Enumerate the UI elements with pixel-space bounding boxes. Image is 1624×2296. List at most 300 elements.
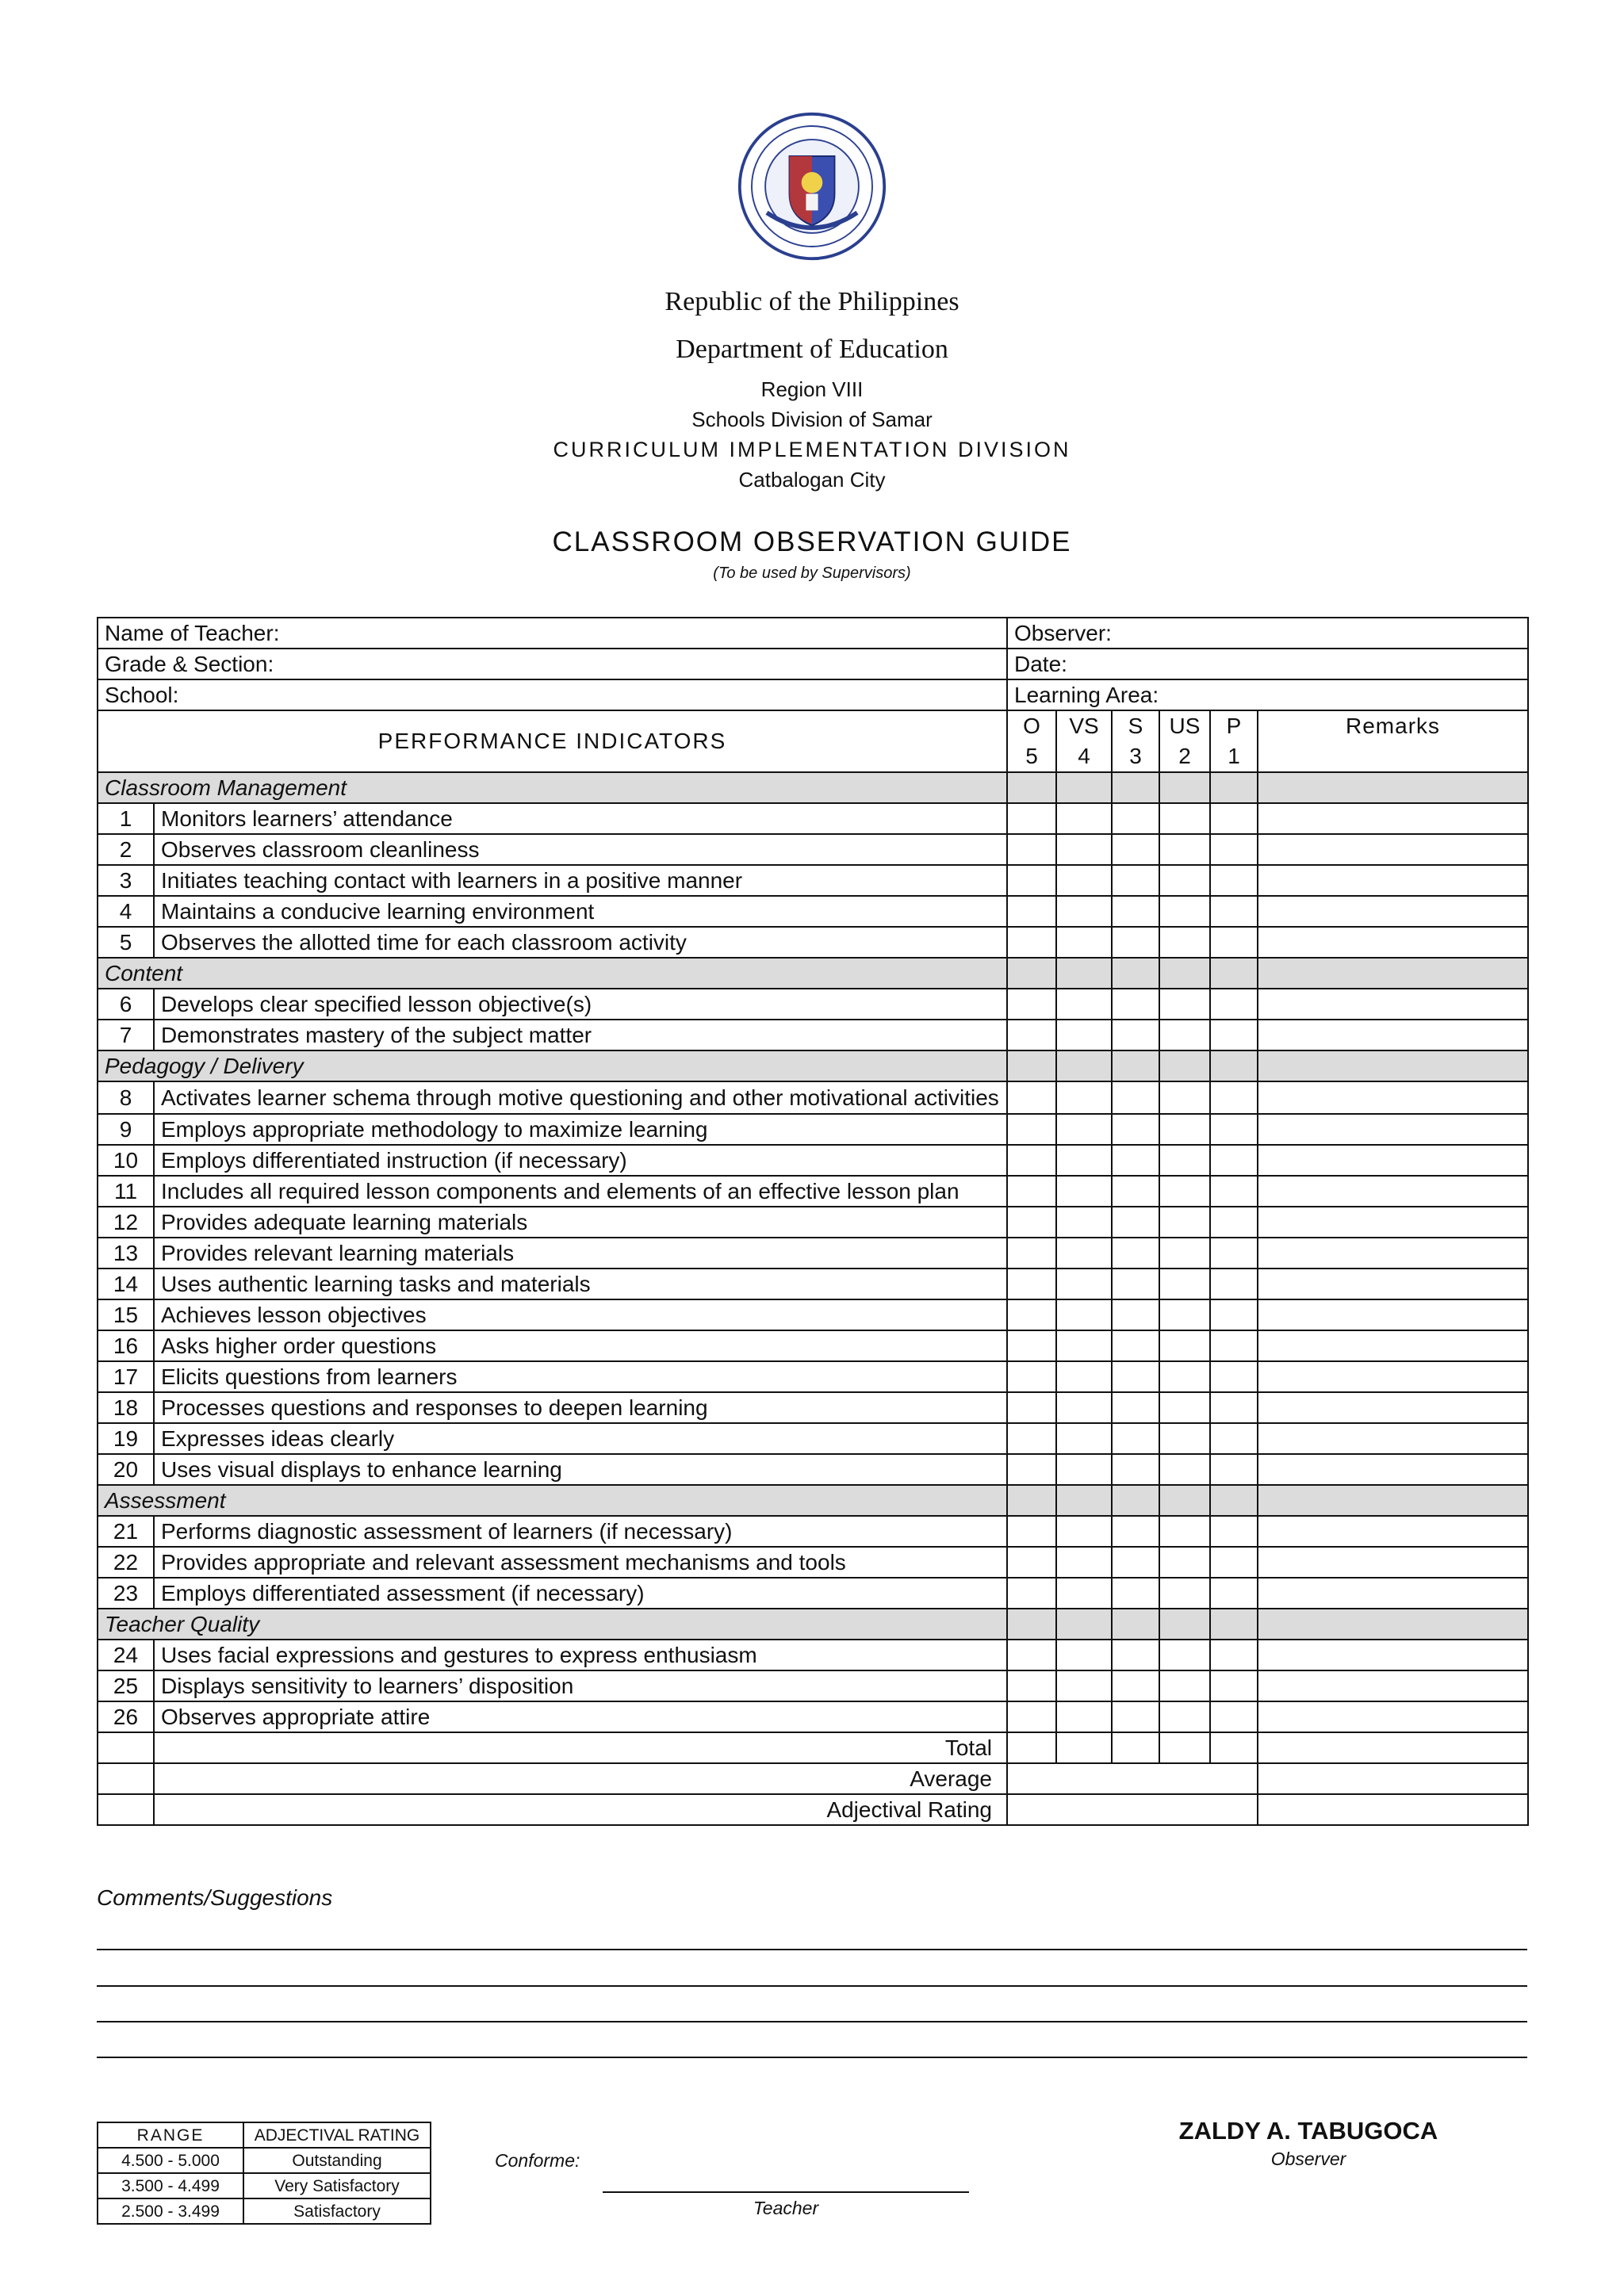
score-cell[interactable]: [1210, 989, 1258, 1020]
score-cell[interactable]: [1159, 1207, 1210, 1238]
scale-header-vs: [1056, 710, 1112, 772]
score-cell[interactable]: [1159, 803, 1210, 834]
remarks-cell[interactable]: [1258, 1392, 1528, 1423]
score-cell[interactable]: [1112, 896, 1159, 927]
rating-value: Outstanding: [243, 2148, 431, 2173]
remarks-cell[interactable]: [1258, 1547, 1528, 1578]
score-cell[interactable]: [1210, 1578, 1258, 1609]
score-cell[interactable]: [1159, 1176, 1210, 1207]
score-cell[interactable]: [1007, 1423, 1056, 1454]
indicator-text: Uses authentic learning tasks and materials: [154, 1269, 1007, 1299]
indicator-number: 3: [98, 865, 154, 896]
score-cell: [1007, 772, 1056, 803]
score-cell[interactable]: [1007, 1207, 1056, 1238]
score-cell: [1112, 958, 1159, 989]
indicator-text: Uses facial expressions and gestures to express enthusiasm: [154, 1640, 1007, 1670]
score-cell[interactable]: [1112, 1454, 1159, 1485]
score-cell[interactable]: [1007, 927, 1056, 958]
category-name: Teacher Quality: [98, 1609, 1007, 1640]
score-cell[interactable]: [1056, 1670, 1112, 1701]
indicator-text: Includes all required lesson components and elements of an effective lesson plan: [154, 1176, 1007, 1207]
score-cell[interactable]: [1056, 1020, 1112, 1050]
score-cell[interactable]: [1159, 1238, 1210, 1269]
score-cell[interactable]: [1056, 896, 1112, 927]
category-name: Pedagogy / Delivery: [98, 1050, 1007, 1081]
score-cell[interactable]: [1159, 834, 1210, 865]
score-cell[interactable]: [1112, 834, 1159, 865]
average-label: Average: [154, 1763, 1007, 1794]
score-cell[interactable]: [1007, 834, 1056, 865]
score-cell[interactable]: [1159, 1330, 1210, 1361]
score-cell[interactable]: [1159, 1547, 1210, 1578]
score-cell[interactable]: [1056, 1578, 1112, 1609]
indicator-text: Employs differentiated assessment (if necessary): [154, 1578, 1007, 1609]
page-title: CLASSROOM OBSERVATION GUIDE: [552, 526, 1072, 557]
score-cell[interactable]: [1007, 1020, 1056, 1050]
teacher-signature-line[interactable]: [603, 2191, 969, 2193]
summary-blank: [98, 1794, 154, 1825]
score-cell[interactable]: [1112, 1701, 1159, 1732]
score-cell: [1112, 772, 1159, 803]
score-cell[interactable]: [1210, 1114, 1258, 1145]
score-cell[interactable]: [1056, 834, 1112, 865]
score-cell[interactable]: [1056, 1145, 1112, 1176]
score-cell[interactable]: [1210, 1020, 1258, 1050]
indicator-number: 4: [98, 896, 154, 927]
score-cell[interactable]: [1159, 896, 1210, 927]
score-cell[interactable]: [1056, 989, 1112, 1020]
scale-value: 1: [1228, 744, 1240, 768]
remarks-cell[interactable]: [1258, 1330, 1528, 1361]
score-cell[interactable]: [1159, 1701, 1210, 1732]
observation-table: [97, 617, 1529, 1826]
indicator-number: 13: [98, 1238, 154, 1269]
score-cell[interactable]: [1007, 1578, 1056, 1609]
scale-code: US: [1169, 714, 1201, 738]
indicator-text: Asks higher order questions: [154, 1330, 1007, 1361]
score-cell[interactable]: [1007, 1701, 1056, 1732]
score-cell[interactable]: [1056, 1361, 1112, 1392]
score-cell[interactable]: [1159, 1081, 1210, 1114]
remarks-cell[interactable]: [1258, 989, 1528, 1020]
score-cell[interactable]: [1210, 865, 1258, 896]
adjectival-label: Adjectival Rating: [154, 1794, 1007, 1825]
indicator-row: [98, 803, 1528, 834]
remarks-cell[interactable]: [1258, 834, 1528, 865]
score-cell[interactable]: [1210, 1516, 1258, 1547]
average-value-cell[interactable]: [1007, 1763, 1258, 1794]
remarks-cell[interactable]: [1258, 1423, 1528, 1454]
score-cell[interactable]: [1112, 1207, 1159, 1238]
score-cell: [1056, 1485, 1112, 1516]
range-header: RANGE: [98, 2122, 243, 2148]
score-cell[interactable]: [1210, 1732, 1258, 1763]
scale-value: 4: [1078, 744, 1090, 768]
rating-value: Satisfactory: [243, 2198, 431, 2224]
adjectival-row: [98, 1794, 1528, 1825]
remarks-cell[interactable]: [1258, 865, 1528, 896]
learning-area-field[interactable]: Learning Area:: [1007, 679, 1528, 710]
score-cell: [1056, 958, 1112, 989]
remarks-cell[interactable]: [1258, 1794, 1528, 1825]
score-cell[interactable]: [1210, 1081, 1258, 1114]
teacher-name-field[interactable]: Name of Teacher:: [98, 618, 1007, 649]
indicator-row: [98, 1578, 1528, 1609]
remarks-cell[interactable]: [1258, 1454, 1528, 1485]
city-text: Catbalogan City: [738, 468, 886, 492]
indicator-number: 22: [98, 1547, 154, 1578]
grade-section-field[interactable]: Grade & Section:: [98, 649, 1007, 679]
score-cell: [1007, 1485, 1056, 1516]
division-text: Schools Division of Samar: [691, 408, 933, 431]
indicator-text: Processes questions and responses to deepen learning: [154, 1392, 1007, 1423]
score-cell[interactable]: [1056, 1330, 1112, 1361]
remarks-cell[interactable]: [1258, 803, 1528, 834]
score-cell[interactable]: [1112, 1670, 1159, 1701]
indicator-row: [98, 1516, 1528, 1547]
score-cell[interactable]: [1056, 1423, 1112, 1454]
indicator-number: 16: [98, 1330, 154, 1361]
score-cell[interactable]: [1210, 803, 1258, 834]
indicator-number: 14: [98, 1269, 154, 1299]
office-text: CURRICULUM IMPLEMENTATION DIVISION: [553, 438, 1071, 461]
score-cell[interactable]: [1007, 1114, 1056, 1145]
score-cell[interactable]: [1007, 1176, 1056, 1207]
summary-blank: [98, 1732, 154, 1763]
score-cell[interactable]: [1210, 1238, 1258, 1269]
score-cell[interactable]: [1112, 865, 1159, 896]
score-cell[interactable]: [1007, 1299, 1056, 1330]
range-value: 3.500 - 4.499: [98, 2173, 243, 2198]
score-cell: [1159, 1050, 1210, 1081]
indicator-text: Employs differentiated instruction (if necessary): [154, 1145, 1007, 1176]
score-cell[interactable]: [1007, 803, 1056, 834]
score-cell: [1056, 1609, 1112, 1640]
remarks-cell[interactable]: [1258, 1114, 1528, 1145]
indicator-number: 17: [98, 1361, 154, 1392]
indicator-row: [98, 834, 1528, 865]
indicator-number: 26: [98, 1701, 154, 1732]
indicator-number: 7: [98, 1020, 154, 1050]
score-cell[interactable]: [1159, 1020, 1210, 1050]
score-cell[interactable]: [1159, 1454, 1210, 1485]
score-cell[interactable]: [1159, 1114, 1210, 1145]
score-cell[interactable]: [1159, 927, 1210, 958]
score-cell[interactable]: [1112, 1361, 1159, 1392]
indicator-text: Initiates teaching contact with learners in a positive manner: [154, 865, 1007, 896]
score-cell: [1112, 1050, 1159, 1081]
remarks-cell[interactable]: [1258, 1269, 1528, 1299]
scale-header-p: [1210, 710, 1258, 772]
remarks-cell[interactable]: [1258, 1081, 1528, 1114]
remarks-cell[interactable]: [1258, 1578, 1528, 1609]
teacher-label: Teacher: [753, 2198, 819, 2218]
score-cell[interactable]: [1112, 1238, 1159, 1269]
score-cell[interactable]: [1112, 1640, 1159, 1670]
indicator-row: [98, 1640, 1528, 1670]
scale-code: P: [1226, 714, 1242, 738]
indicator-row: [98, 1269, 1528, 1299]
score-cell[interactable]: [1159, 1732, 1210, 1763]
scale-value: 3: [1129, 744, 1142, 768]
remarks-cell[interactable]: [1258, 1361, 1528, 1392]
score-cell[interactable]: [1112, 1114, 1159, 1145]
score-cell: [1007, 958, 1056, 989]
score-cell[interactable]: [1210, 834, 1258, 865]
observer-name: ZALDY A. TABUGOCA: [1178, 2117, 1438, 2145]
remarks-cell[interactable]: [1258, 1516, 1528, 1547]
rating-value: Very Satisfactory: [243, 2173, 431, 2198]
comment-line[interactable]: [97, 1985, 1527, 1987]
score-cell[interactable]: [1007, 1547, 1056, 1578]
department-heading: Department of Education: [676, 335, 948, 364]
scale-value: 2: [1178, 744, 1191, 768]
indicator-number: 21: [98, 1516, 154, 1547]
score-cell[interactable]: [1007, 1238, 1056, 1269]
score-cell[interactable]: [1210, 1145, 1258, 1176]
indicator-number: 10: [98, 1145, 154, 1176]
indicator-text: Elicits questions from learners: [154, 1361, 1007, 1392]
remarks-header: Remarks: [1258, 710, 1528, 772]
score-cell[interactable]: [1159, 1145, 1210, 1176]
remarks-cell[interactable]: [1258, 1299, 1528, 1330]
score-cell: [1210, 1609, 1258, 1640]
score-cell: [1159, 772, 1210, 803]
date-field[interactable]: Date:: [1007, 649, 1528, 679]
total-row: [98, 1732, 1528, 1763]
remarks-cell[interactable]: [1258, 1145, 1528, 1176]
indicator-text: Provides relevant learning materials: [154, 1238, 1007, 1269]
score-cell: [1056, 772, 1112, 803]
score-cell[interactable]: [1210, 1701, 1258, 1732]
score-cell[interactable]: [1056, 1547, 1112, 1578]
indicator-text: Expresses ideas clearly: [154, 1423, 1007, 1454]
indicator-text: Provides adequate learning materials: [154, 1207, 1007, 1238]
score-cell[interactable]: [1056, 1732, 1112, 1763]
remarks-cell[interactable]: [1258, 896, 1528, 927]
score-cell[interactable]: [1112, 1547, 1159, 1578]
score-cell[interactable]: [1210, 896, 1258, 927]
score-cell[interactable]: [1159, 1269, 1210, 1299]
indicator-row: [98, 1423, 1528, 1454]
score-cell[interactable]: [1159, 865, 1210, 896]
score-cell[interactable]: [1210, 1207, 1258, 1238]
indicator-text: Uses visual displays to enhance learning: [154, 1454, 1007, 1485]
score-cell[interactable]: [1007, 1454, 1056, 1485]
indicator-row: [98, 1299, 1528, 1330]
score-cell[interactable]: [1159, 1361, 1210, 1392]
remarks-cell[interactable]: [1258, 1020, 1528, 1050]
score-cell[interactable]: [1112, 1578, 1159, 1609]
remarks-cell: [1258, 772, 1528, 803]
score-cell[interactable]: [1007, 1330, 1056, 1361]
indicator-number: 6: [98, 989, 154, 1020]
comments-label: Comments/Suggestions: [97, 1885, 333, 1910]
score-cell[interactable]: [1112, 1423, 1159, 1454]
score-cell[interactable]: [1056, 1176, 1112, 1207]
indicator-number: 1: [98, 803, 154, 834]
score-cell[interactable]: [1210, 1547, 1258, 1578]
score-cell[interactable]: [1056, 865, 1112, 896]
remarks-cell[interactable]: [1258, 1732, 1528, 1763]
score-cell[interactable]: [1210, 1176, 1258, 1207]
category-row: [98, 958, 1528, 989]
indicator-number: 18: [98, 1392, 154, 1423]
remarks-cell: [1258, 958, 1528, 989]
score-cell[interactable]: [1007, 989, 1056, 1020]
score-cell[interactable]: [1056, 1207, 1112, 1238]
remarks-cell[interactable]: [1258, 1238, 1528, 1269]
score-cell[interactable]: [1159, 1392, 1210, 1423]
score-cell[interactable]: [1210, 1330, 1258, 1361]
score-cell[interactable]: [1159, 1670, 1210, 1701]
comment-line[interactable]: [97, 2057, 1527, 2058]
score-cell[interactable]: [1210, 1670, 1258, 1701]
indicator-row: [98, 1020, 1528, 1050]
remarks-cell[interactable]: [1258, 1670, 1528, 1701]
score-cell[interactable]: [1112, 989, 1159, 1020]
indicator-row: [98, 896, 1528, 927]
score-cell[interactable]: [1056, 1454, 1112, 1485]
indicator-number: 15: [98, 1299, 154, 1330]
category-row: [98, 772, 1528, 803]
score-cell[interactable]: [1210, 927, 1258, 958]
score-cell[interactable]: [1007, 1269, 1056, 1299]
score-cell[interactable]: [1056, 1269, 1112, 1299]
score-cell[interactable]: [1159, 1640, 1210, 1670]
score-cell[interactable]: [1056, 1081, 1112, 1114]
remarks-cell[interactable]: [1258, 927, 1528, 958]
remarks-cell[interactable]: [1258, 1207, 1528, 1238]
republic-heading: Republic of the Philippines: [665, 287, 959, 316]
score-cell[interactable]: [1210, 1361, 1258, 1392]
scale-value: 5: [1025, 744, 1038, 768]
remarks-cell: [1258, 1050, 1528, 1081]
score-cell: [1007, 1050, 1056, 1081]
score-cell[interactable]: [1056, 1640, 1112, 1670]
score-cell[interactable]: [1112, 1732, 1159, 1763]
score-cell[interactable]: [1007, 865, 1056, 896]
score-cell[interactable]: [1112, 1299, 1159, 1330]
score-cell[interactable]: [1007, 1392, 1056, 1423]
score-cell[interactable]: [1159, 1299, 1210, 1330]
score-cell[interactable]: [1056, 803, 1112, 834]
summary-blank: [98, 1763, 154, 1794]
indicator-row: [98, 927, 1528, 958]
score-cell[interactable]: [1007, 1081, 1056, 1114]
score-cell[interactable]: [1112, 1020, 1159, 1050]
score-cell[interactable]: [1210, 1454, 1258, 1485]
score-cell[interactable]: [1007, 1145, 1056, 1176]
score-cell: [1056, 1050, 1112, 1081]
range-value: 2.500 - 3.499: [98, 2198, 243, 2224]
indicator-number: 8: [98, 1081, 154, 1114]
score-cell[interactable]: [1056, 1238, 1112, 1269]
score-cell[interactable]: [1056, 1701, 1112, 1732]
comment-line[interactable]: [97, 2021, 1527, 2022]
indicator-text: Observes classroom cleanliness: [154, 834, 1007, 865]
observer-role: Observer: [1270, 2149, 1346, 2169]
indicator-text: Activates learner schema through motive questioning and other motivational activities: [154, 1081, 1007, 1114]
school-field[interactable]: School:: [98, 679, 1007, 710]
score-cell[interactable]: [1159, 1423, 1210, 1454]
score-cell: [1112, 1609, 1159, 1640]
score-cell[interactable]: [1210, 1640, 1258, 1670]
total-label: Total: [154, 1732, 1007, 1763]
remarks-cell[interactable]: [1258, 1176, 1528, 1207]
score-cell[interactable]: [1210, 1423, 1258, 1454]
score-cell[interactable]: [1112, 1516, 1159, 1547]
deped-seal-icon: [737, 111, 887, 262]
indicator-text: Provides appropriate and relevant assessment mechanisms and tools: [154, 1547, 1007, 1578]
category-name: Content: [98, 958, 1007, 989]
score-cell[interactable]: [1210, 1299, 1258, 1330]
score-cell[interactable]: [1007, 1732, 1056, 1763]
score-cell[interactable]: [1007, 1361, 1056, 1392]
comment-line[interactable]: [97, 1949, 1527, 1950]
remarks-cell: [1258, 1609, 1528, 1640]
score-cell[interactable]: [1112, 1176, 1159, 1207]
score-cell[interactable]: [1056, 1392, 1112, 1423]
score-cell[interactable]: [1007, 1516, 1056, 1547]
score-cell[interactable]: [1112, 803, 1159, 834]
observer-field[interactable]: Observer:: [1007, 618, 1528, 649]
score-cell[interactable]: [1056, 1299, 1112, 1330]
indicator-text: Displays sensitivity to learners’ disposition: [154, 1670, 1007, 1701]
page-subtitle: (To be used by Supervisors): [713, 564, 911, 582]
score-cell[interactable]: [1159, 1516, 1210, 1547]
category-name: Assessment: [98, 1485, 1007, 1516]
score-cell[interactable]: [1159, 989, 1210, 1020]
scale-header-us: [1159, 710, 1210, 772]
scale-code: VS: [1069, 714, 1099, 738]
indicator-text: Maintains a conducive learning environment: [154, 896, 1007, 927]
score-cell[interactable]: [1159, 1578, 1210, 1609]
score-cell[interactable]: [1007, 1640, 1056, 1670]
remarks-cell[interactable]: [1258, 1701, 1528, 1732]
score-cell[interactable]: [1112, 1330, 1159, 1361]
category-row: [98, 1609, 1528, 1640]
score-cell[interactable]: [1112, 927, 1159, 958]
score-cell[interactable]: [1112, 1145, 1159, 1176]
remarks-cell[interactable]: [1258, 1763, 1528, 1794]
score-cell[interactable]: [1210, 1392, 1258, 1423]
score-cell[interactable]: [1112, 1269, 1159, 1299]
indicator-row: [98, 1081, 1528, 1114]
indicator-row: [98, 1238, 1528, 1269]
score-cell: [1112, 1485, 1159, 1516]
indicator-row: [98, 1361, 1528, 1392]
score-cell[interactable]: [1112, 1081, 1159, 1114]
indicator-text: Observes appropriate attire: [154, 1701, 1007, 1732]
indicator-text: Demonstrates mastery of the subject matter: [154, 1020, 1007, 1050]
score-cell: [1210, 958, 1258, 989]
score-cell[interactable]: [1007, 1670, 1056, 1701]
indicator-number: 23: [98, 1578, 154, 1609]
score-cell[interactable]: [1007, 896, 1056, 927]
remarks-cell[interactable]: [1258, 1640, 1528, 1670]
score-cell[interactable]: [1056, 1114, 1112, 1145]
indicator-row: [98, 1454, 1528, 1485]
score-cell[interactable]: [1056, 927, 1112, 958]
indicator-text: Achieves lesson objectives: [154, 1299, 1007, 1330]
indicator-text: Observes the allotted time for each classroom activity: [154, 927, 1007, 958]
score-cell[interactable]: [1112, 1392, 1159, 1423]
score-cell[interactable]: [1056, 1516, 1112, 1547]
score-cell[interactable]: [1210, 1269, 1258, 1299]
indicator-number: 12: [98, 1207, 154, 1238]
adjectival-value-cell[interactable]: [1007, 1794, 1258, 1825]
